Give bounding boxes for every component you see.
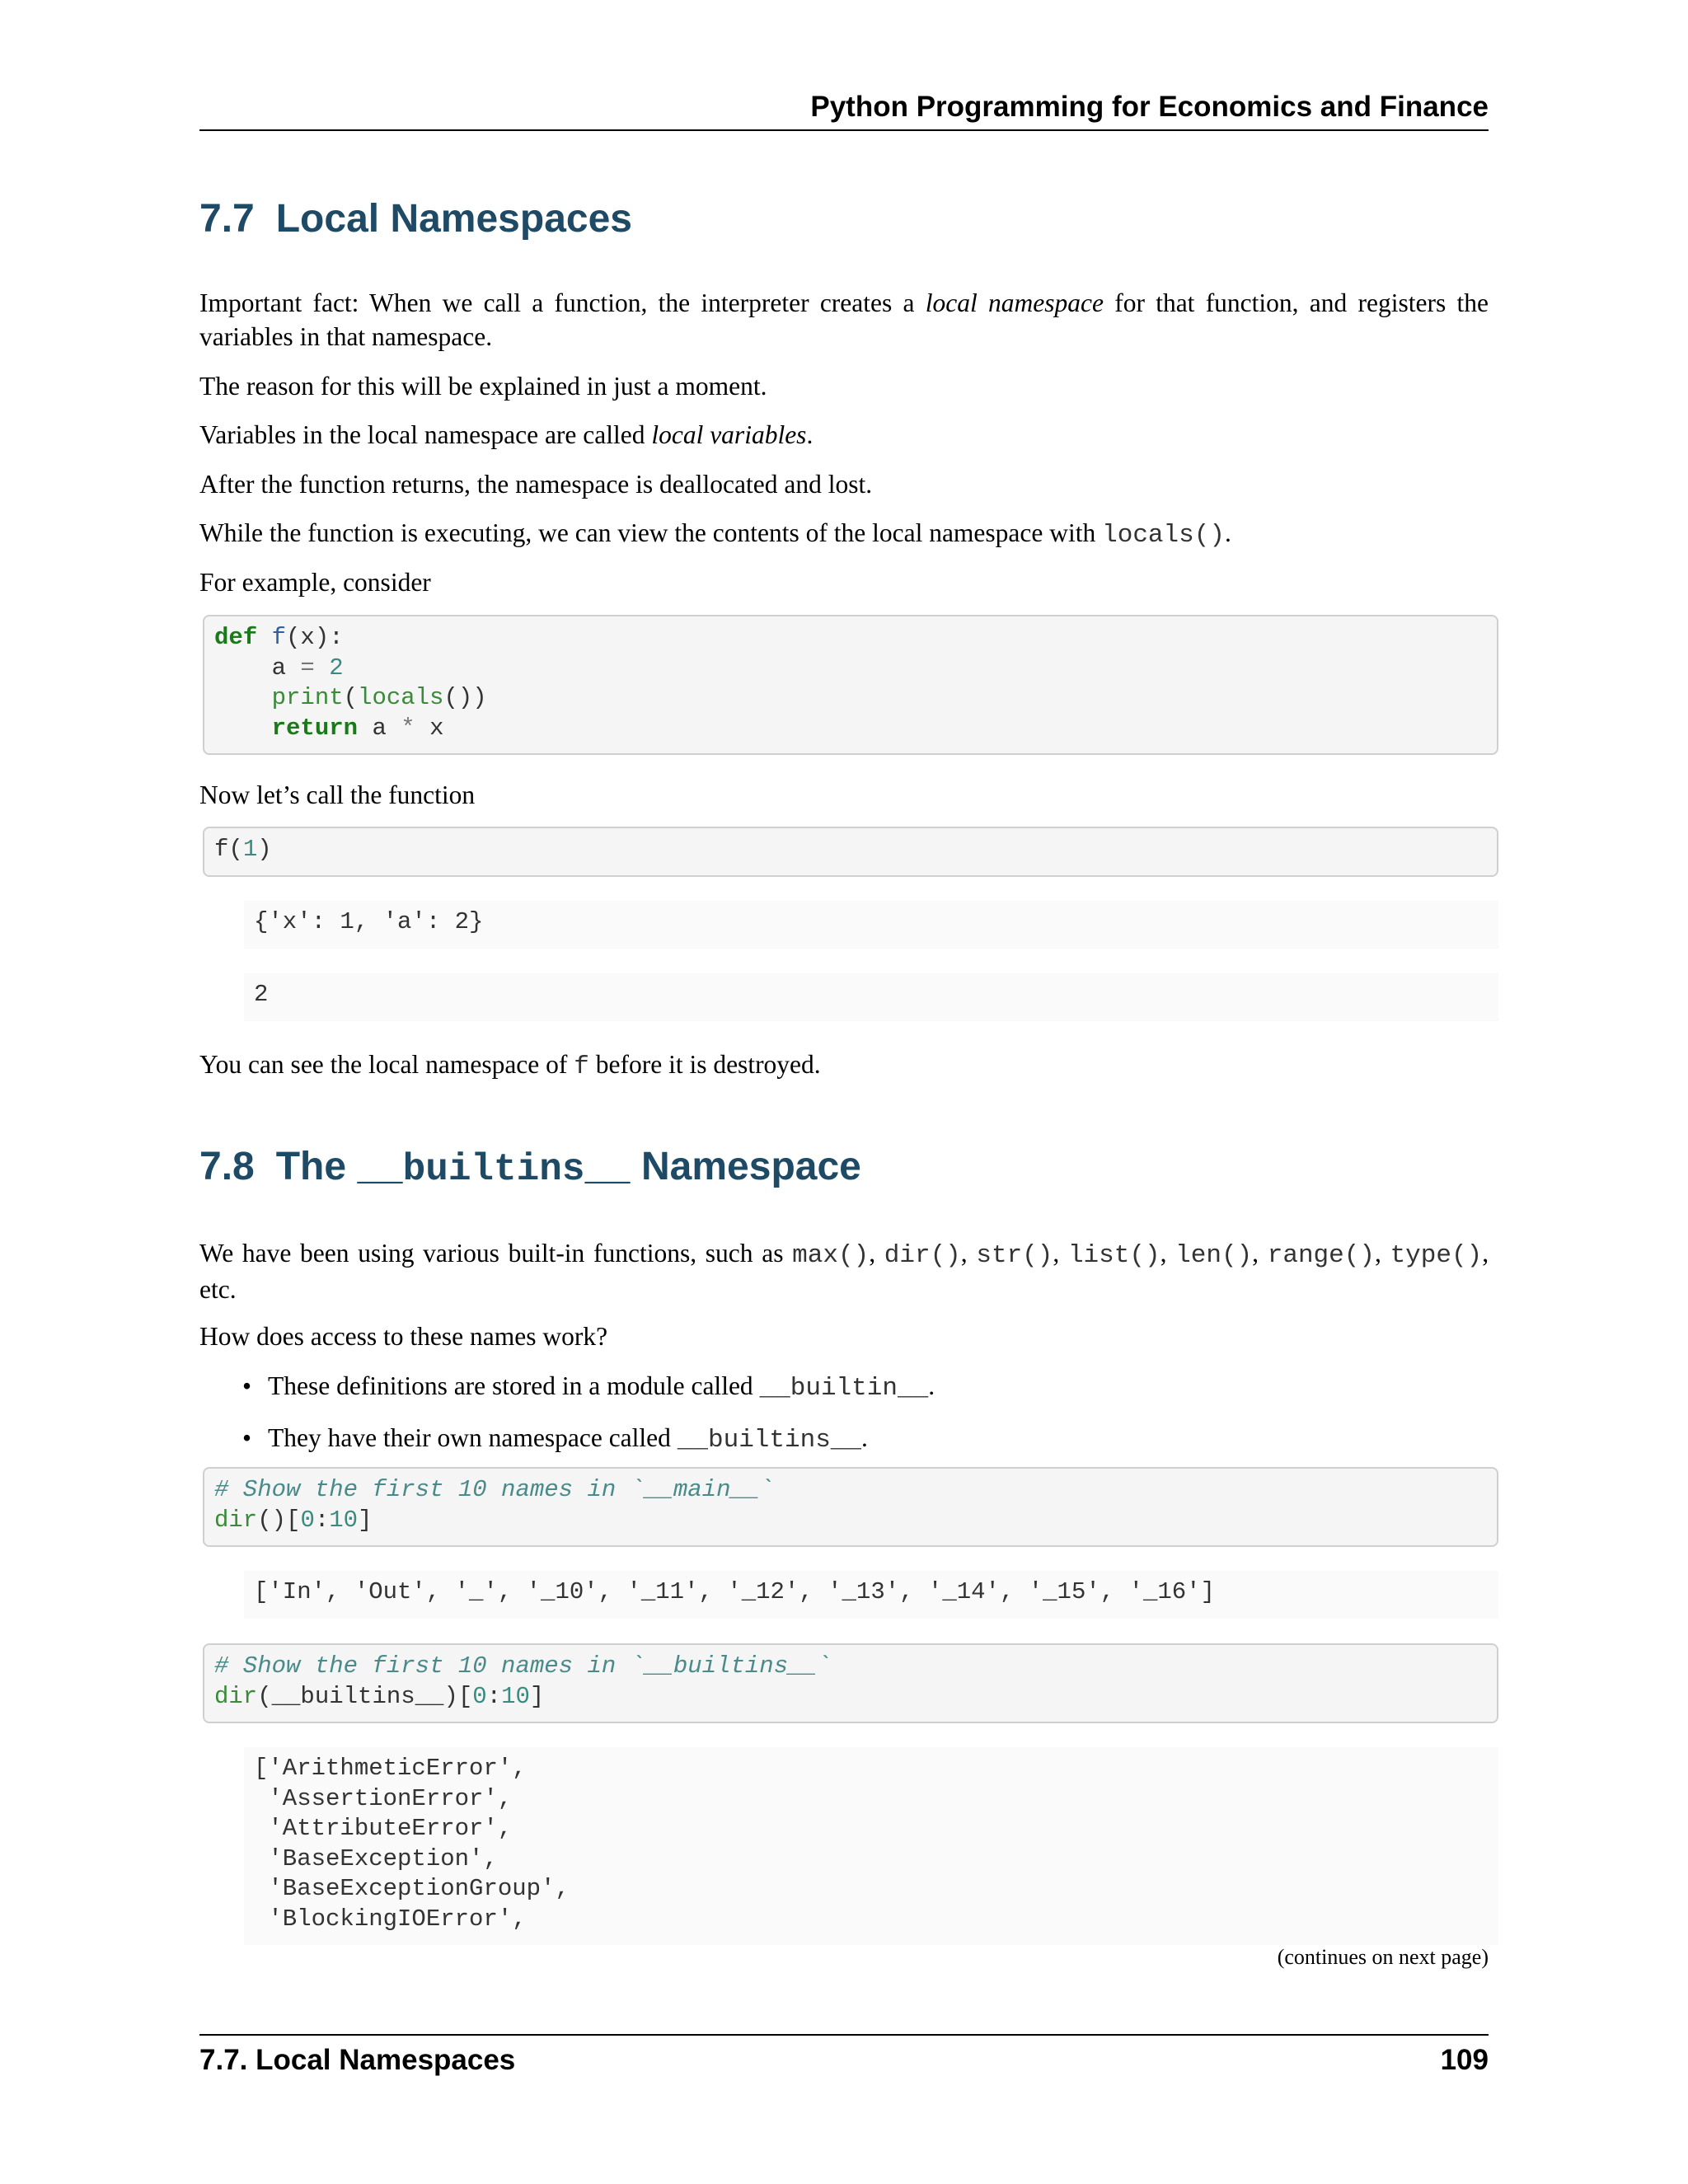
code-comment: # Show the first 10 names in `__main__`: [214, 1476, 774, 1503]
text: We have been using various built-in functions, such as: [199, 1239, 793, 1268]
text: for that function, and registers the variables in that namespace.: [199, 288, 1489, 351]
text: Variables in the local namespace are called: [199, 420, 652, 449]
bullet-list: [199, 1369, 1489, 1473]
output-block-dir-main: [244, 1571, 1498, 1619]
code-block-call-f: [203, 827, 1498, 877]
text: .: [1224, 518, 1231, 547]
page-number: 109: [1440, 2044, 1489, 2076]
inline-code: type(): [1390, 1241, 1483, 1270]
inline-code: len(): [1175, 1241, 1253, 1270]
emphasis: local variables: [651, 420, 807, 449]
paragraph-locals: [199, 516, 1489, 552]
text: , etc.: [199, 1239, 1489, 1304]
inline-code: __builtins__: [677, 1426, 862, 1455]
code-line: return a * x: [271, 714, 444, 742]
inline-code: f: [574, 1052, 589, 1081]
inline-code: locals(): [1102, 521, 1225, 550]
continues-note: (continues on next page): [1277, 1945, 1489, 1969]
output-block-return: [244, 973, 1498, 1021]
paragraph-call-function: Now let’s call the function: [199, 780, 476, 809]
inline-code: max(): [792, 1241, 870, 1270]
text: .: [928, 1371, 935, 1400]
inline-code: list(): [1067, 1241, 1160, 1270]
emphasis: local namespace: [925, 288, 1104, 317]
paragraph-local-namespace: [199, 286, 1489, 354]
section-title: Local Namespaces: [275, 197, 632, 241]
code-line: def f(x):: [214, 624, 344, 651]
code-block-dir-main: [203, 1467, 1498, 1547]
list-item: [199, 1421, 1489, 1457]
output-line: {'x': 1, 'a': 2}: [254, 908, 484, 935]
text: .: [861, 1423, 868, 1452]
code-line: print(locals()): [271, 684, 487, 711]
paragraph-local-variables: [199, 418, 1489, 452]
paragraph-deallocated: After the function returns, the namespace is deallocated and lost.: [199, 470, 873, 499]
output-block-locals: [244, 901, 1498, 949]
list-item: [199, 1369, 1489, 1405]
output-line: 'BlockingIOError',: [254, 1905, 527, 1933]
section-title: The: [275, 1145, 358, 1188]
output-line: ['ArithmeticError',: [254, 1755, 527, 1782]
footer-section: 7.7. Local Namespaces: [199, 2044, 516, 2076]
text: While the function is executing, we can view the contents of the local namespace with: [199, 518, 1103, 547]
inline-code: dir(): [884, 1241, 961, 1270]
paragraph-how-access: How does access to these names work?: [199, 1322, 608, 1351]
section-number: 7.7: [199, 197, 255, 241]
text: Important fact: When we call a function, the interpreter creates a: [199, 288, 926, 317]
output-line: 'BaseException',: [254, 1844, 498, 1872]
section-heading-7-7: [199, 196, 632, 241]
paragraph-builtin-functions: We have been using various built-in functions, such as max(), dir(), str(), list(), len(), range(), type(), etc.: [199, 1239, 1489, 1304]
inline-code: str(): [976, 1241, 1053, 1270]
output-line: 'AttributeError',: [254, 1815, 513, 1842]
section-heading-7-8: [199, 1144, 861, 1191]
output-line: 'BaseExceptionGroup',: [254, 1875, 570, 1902]
paragraph-for-example: For example, consider: [199, 568, 431, 597]
section-title-code: __builtins__: [357, 1148, 631, 1191]
code-line: dir()[0:10]: [214, 1506, 373, 1534]
paragraph-reason: The reason for this will be explained in just a moment.: [199, 372, 767, 401]
output-line: 2: [254, 981, 269, 1008]
text: These definitions are stored in a module called: [268, 1371, 760, 1400]
code-comment: # Show the first 10 names in `__builtins__`: [214, 1652, 832, 1680]
header-rule: [199, 129, 1489, 131]
section-title: Namespace: [630, 1145, 861, 1188]
code-block-def-f: [203, 615, 1498, 755]
text: You can see the local namespace of: [199, 1050, 574, 1079]
output-line: 'AssertionError',: [254, 1784, 513, 1812]
footer-rule: [199, 2034, 1489, 2036]
running-header: Python Programming for Economics and Finance: [810, 91, 1489, 123]
text: .: [806, 420, 814, 449]
paragraph-local-namespace-of-f: [199, 1047, 1489, 1084]
text: They have their own namespace called: [268, 1423, 678, 1452]
output-line: ['In', 'Out', '_', '_10', '_11', '_12', '_13', '_14', '_15', '_16']: [254, 1578, 1215, 1605]
code-line: dir(__builtins__)[0:10]: [214, 1682, 545, 1710]
text: before it is destroyed.: [588, 1050, 821, 1079]
code-block-dir-builtins: [203, 1643, 1498, 1723]
code-line: a = 2: [214, 654, 344, 682]
inline-code: range(): [1267, 1241, 1375, 1270]
section-number: 7.8: [199, 1145, 255, 1188]
code-line: f(1): [214, 836, 272, 863]
inline-code: __builtin__: [759, 1374, 929, 1403]
output-block-dir-builtins: [244, 1747, 1498, 1945]
